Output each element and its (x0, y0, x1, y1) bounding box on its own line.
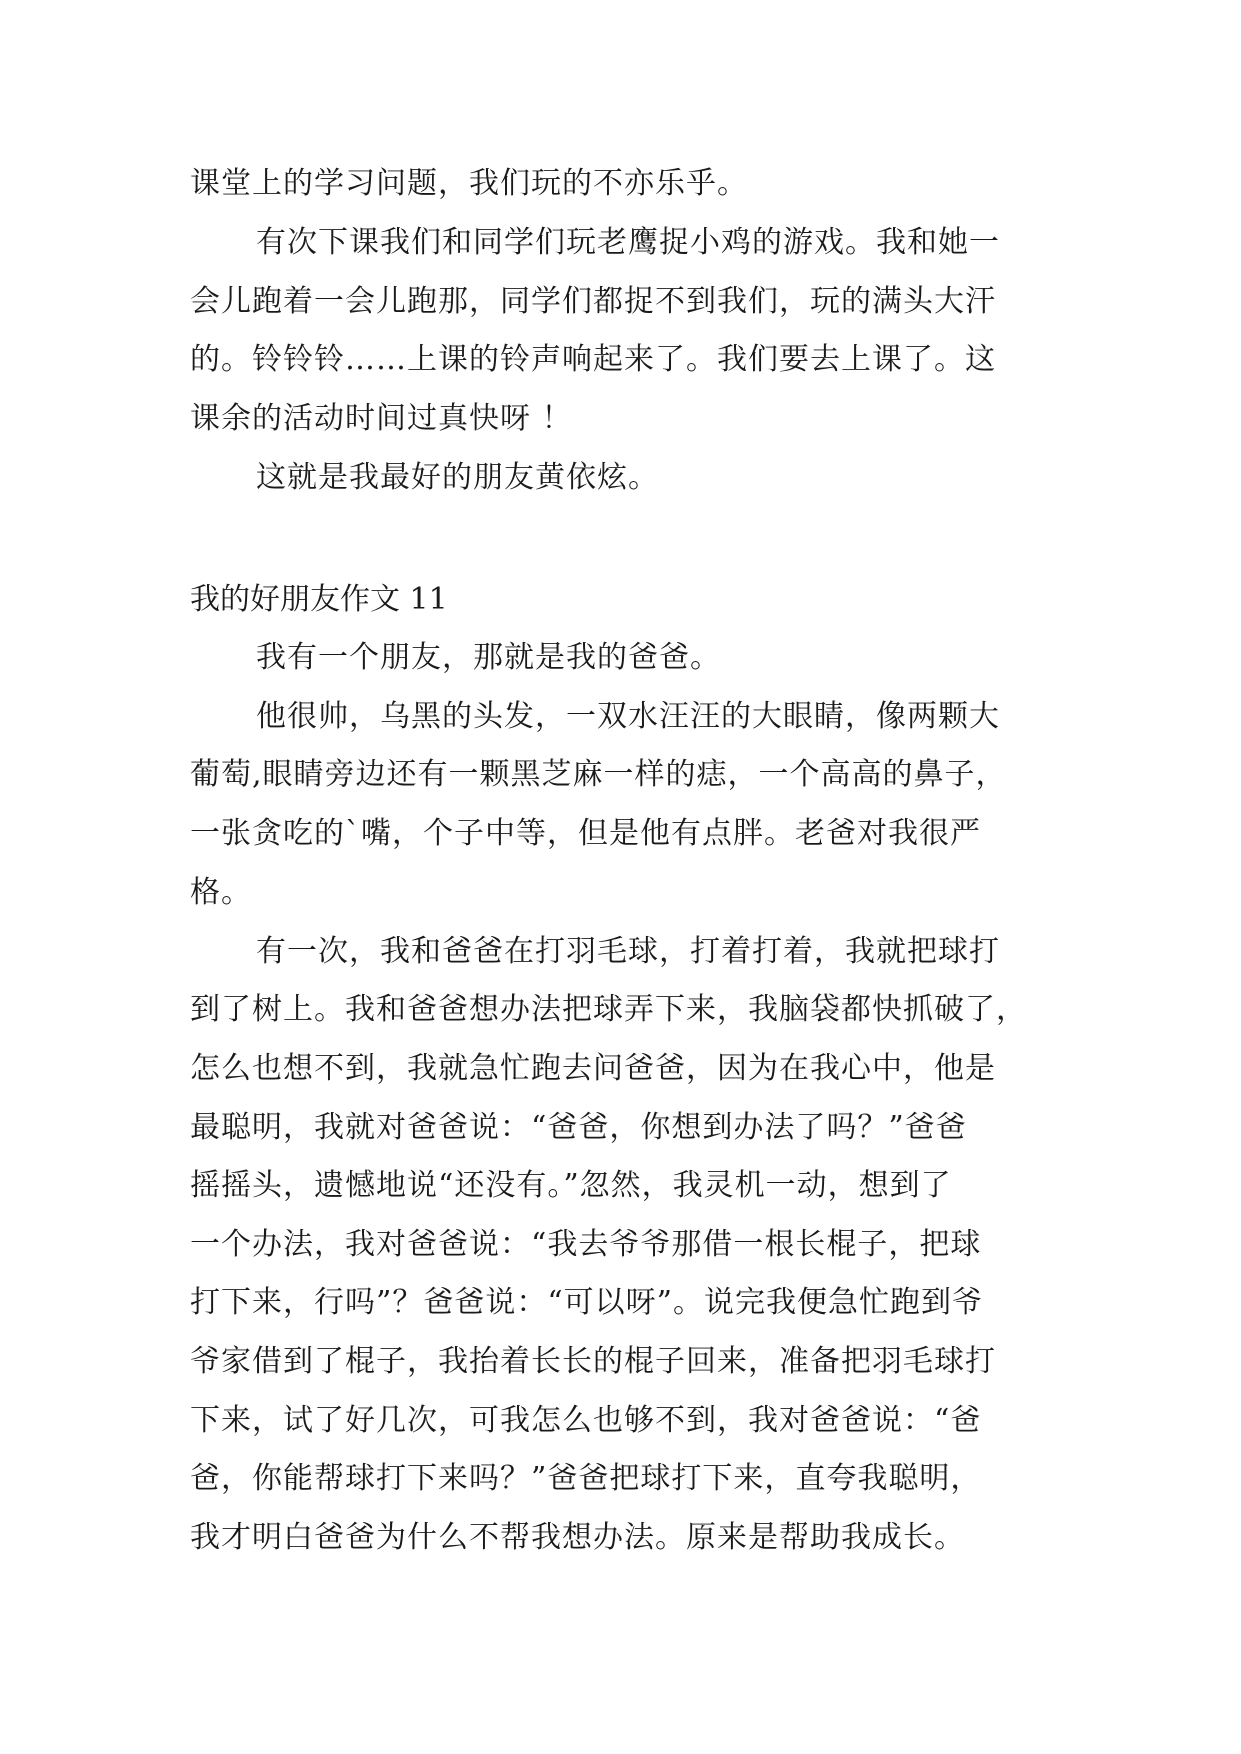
section-heading: 我的好朋友作文 11 (190, 582, 448, 617)
text-line: 课余的活动时间过真快呀 ！ (190, 401, 573, 436)
text-line: 课堂上的学习问题，我们玩的不亦乐乎。 (190, 166, 748, 201)
text-line: 葡萄,眼睛旁边还有一颗黑芝麻一样的痣，一个高高的鼻子， (190, 757, 1007, 792)
text-line: 到了树上。我和爸爸想办法把球弄下来，我脑袋都快抓破了， (190, 992, 1027, 1027)
paragraph-first-line: 有一次，我和爸爸在打羽毛球，打着打着，我就把球打 (256, 934, 1000, 969)
paragraph-first-line: 这就是我最好的朋友黄依炫。 (256, 460, 659, 495)
text-line: 格。 (190, 875, 252, 910)
text-line: 打下来，行吗”？爸爸说：“可以呀”。说完我便急忙跑到爷 (190, 1285, 984, 1320)
text-line: 最聪明，我就对爸爸说：“爸爸，你想到办法了吗？”爸爸 (190, 1110, 967, 1145)
paragraph-first-line: 有次下课我们和同学们玩老鹰捉小鸡的游戏。我和她一 (256, 225, 1000, 260)
text-line: 怎么也想不到，我就急忙跑去问爸爸，因为在我心中，他是 (190, 1051, 996, 1086)
text-line: 的。铃铃铃……上课的铃声响起来了。我们要去上课了。这 (190, 342, 996, 377)
text-line: 爷家借到了棍子，我抬着长长的棍子回来，准备把羽毛球打 (190, 1344, 996, 1379)
text-line: 一个办法，我对爸爸说：“我去爷爷那借一根长棍子，把球 (190, 1227, 982, 1262)
paragraph-first-line: 我有一个朋友，那就是我的爸爸。 (256, 640, 721, 675)
text-line: 会儿跑着一会儿跑那，同学们都捉不到我们，玩的满头大汗 (190, 284, 996, 319)
text-line: 下来，试了好几次，可我怎么也够不到，我对爸爸说：“爸 (190, 1403, 982, 1438)
text-line: 爸，你能帮球打下来吗？”爸爸把球打下来，直夸我聪明， (190, 1461, 982, 1496)
text-line: 我才明白爸爸为什么不帮我想办法。原来是帮助我成长。 (190, 1520, 965, 1555)
text-line: 一张贪吃的`嘴，个子中等，但是他有点胖。老爸对我很严 (190, 816, 981, 851)
paragraph-first-line: 他很帅，乌黑的头发，一双水汪汪的大眼睛，像两颗大 (256, 699, 1000, 734)
text-line: 摇摇头，遗憾地说“还没有。”忽然，我灵机一动，想到了 (190, 1168, 952, 1203)
